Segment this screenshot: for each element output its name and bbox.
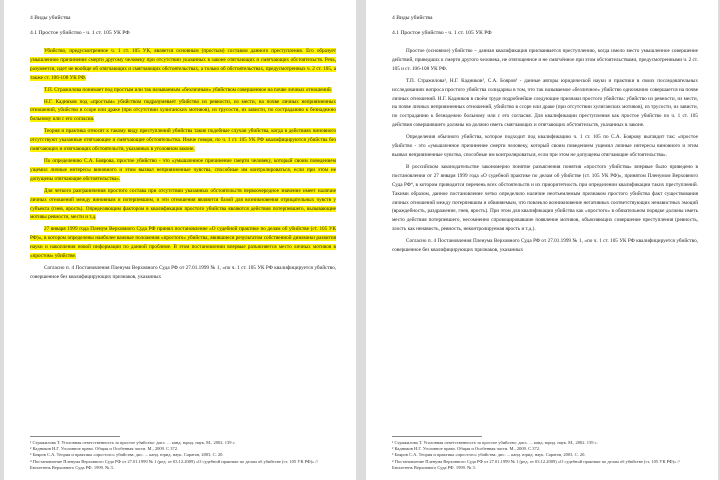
footnote: ² Кадников Н.Г. Уголовное право. Общая и Особенная части. М., 2009. С.372. <box>392 446 541 452</box>
paragraph: Простое (основное) убийство – данная квалификация присваивается преступлению, когда имело место умышленное совершение действий, приведших к смерти другого человека, не отягощенное и не смягчённое при этом обстоятельствами, предусмотренными ч. 2 ст. 105 и ст. 106-108 УК РФ. <box>392 48 698 72</box>
highlighted-text: Н.Г. Кадников под «простым» убийством подразумевает убийство из ревности, из мести, на почве личных неприязненных отношений, убийство в ссоре или драке (при отсутствии хулиганских мотивов), из трусости, из зависти, по состраданию к безнадежно больному или с его согласия. <box>30 98 336 123</box>
section-heading: 4 Виды убийства <box>30 15 71 21</box>
paragraph: Т.П. Стражилова¹, Н.Г. Кадников², С.А. Бояров³ - данные авторы юридической науки и практики в своих последовательных исследованиях вопроса простого убийства солидарны в том, что так называемое «безличное» убийство однозначно совершается на почве личных отношений. Н.Г. Кадников в своём труде подробнейше следующие признаки простого убийства: убийство из ревности, из мести, на почве личных неприязненных отношений, убийство в ссоре или драке (при отсутствии хулиганских мотивов), из трусости, из зависти, по состраданию к безнадежно больному или с его согласия. Для квалификации преступления как простое убийство по ч. 1 ст. 105 действия совершившего должны на должно иметь смягчающих и отягчающих обстоятельств, указанных в законе. <box>392 77 698 129</box>
subsection-heading: 4.1 Простое убийство - ч. 1 ст. 105 УК РФ <box>392 30 492 36</box>
paragraph <box>30 225 336 261</box>
highlighted-text: Т.П. Стражилова понимает под простым или так называемым «безличным» убийством совершенное на почве личных отношений. <box>44 86 333 93</box>
footnote: ⁴ Постановление Пленума Верховного Суда РФ от 27.01.1999 № 1 (ред. от 03.12.2009) «О судебной практике по делам об убийстве (ст. 105 УК РФ)» // Бюллетень Верховного Суда РФ. 1999. № 3. <box>30 458 318 470</box>
paragraph <box>30 47 336 83</box>
paragraph <box>30 86 336 95</box>
footnote: ⁴ Постановление Пленума Верховного Суда РФ от 27.01.1999 № 1 (ред. от 03.12.2009) «О судебной практике по делам об убийстве (ст. 105 УК РФ)» // Бюллетень Верховного Суда РФ. 1999. № 3. <box>392 458 680 470</box>
footnote: ² Кадников Н.Г. Уголовное право. Общая и Особенная части. М., 2009. С.372. <box>30 446 179 452</box>
paragraph <box>30 98 336 125</box>
subsection-heading: 4.1 Простое убийство - ч. 1 ст. 105 УК РФ <box>30 30 130 36</box>
footnote: ³ Бояров С.А. Теория и практика «простого» убийства: дис. ... канд. юрид. наук. Саратов, 2003. С. 20. <box>30 452 224 458</box>
paragraph: В российском законодательстве закономерно понятие разъяснения понятия «простого убийства» впервые было приведено в постановлении от 27 января 1999 года «О судебной практике по делам об убийстве (ст. 105 УК РФ)», принятом Пленумом Верховного Суда РФ⁴, в котором приводится перечень всех обстоятельств и их приоритетность при определении квалификации таких преступлений. Такими образом, данное постановление четко определило наличие неотъемлемым признаком простого убийства факт существования личных отношений между потерпевшим и обвиняемым, что повлекло возникновение негативных соответствующих ненавистных эмоций (враждебность, раздражение, гнев, ярость). При этом для квалификации убийства как «простого» в обязательном порядке должны иметь место действия потерпевшего, несомненно спровоцировавшие появление мотивов, объясняющих совершение преступления (ревность, злость как ненависть, ревность, неконтролируемая ярость и т.д.). <box>392 163 698 233</box>
paragraph <box>30 187 336 223</box>
body-text <box>30 47 336 282</box>
highlighted-text: Для четкого разграничения простого состава при отсутствии указанных обстоятельств первоочередное значение имеет наличие личных отношений между виновным и потерпевшим, и эти отношения являются базой для возникновения отрицательных чувств у субъекта (гнев, ярость). Определяющим фактором в квалификации простого убийства являются действия потерпевшего, вызывающие мотивы ревности, мести и т.д. <box>30 187 336 221</box>
body-text <box>392 47 698 255</box>
paragraph: Определения обычного убийства, которое подходит под квалификацию ч. 1 ст. 105 по С.А. Боярову выглядит так: «простое убийство - это «умышленное причинение смерти человеку, который своим поведением ущемил личные интересы виновного и этим вызвал неприязненные чувства, способные им контролироваться, если при этом не допущены отягчающие обстоятельства». <box>392 134 698 158</box>
footnote-divider <box>392 436 482 437</box>
footnote-divider <box>30 436 120 437</box>
footnote: ¹ Стражилова Т. Уголовная ответственность за простое убийство: дисс. ... канд. юрид. наук. М., 2002. 139 с. <box>392 440 598 445</box>
left-document-page <box>4 0 356 480</box>
paragraph <box>30 264 336 282</box>
section-heading: 4 Виды убийства <box>392 15 433 21</box>
paragraph-text: Согласно п. 4 Постановления Пленума Верховного Суда РФ от 27.01.1999 № 1, «по ч. 1 ст. 105 УК РФ квалифицируется убийство, совершенное без квалифицирующих признаков, указанных <box>30 264 336 280</box>
right-document-page <box>366 0 718 480</box>
highlighted-text: Убийство, предусмотренное ч. 1 ст. 105 УК, является основным (простым) составом данного преступления. Его образует умышленное причинение смерти другому человеку при отсутствии указанных в законе отягчающих и смягчающих обстоятельств. Речь, разумеется, идет не вообще об отягчающих и смягчающих обстоятельствах, а только об обстоятельствах, предусмотренных ч. 2 ст. 105, а также ст. 106-108 УК РФ. <box>30 48 336 81</box>
paragraph <box>30 127 336 154</box>
footnotes <box>392 436 698 471</box>
paragraph <box>30 157 336 184</box>
paragraph: Согласно п. 4 Постановления Пленума Верховного Суда РФ от 27.01.1999 № 1, «по ч. 1 ст. 105 УК РФ квалифицируется убийство, совершенное без квалифицирующих признаков, указанных <box>392 238 698 254</box>
highlighted-text: 27 января 1999 года Пленум Верховного Суда РФ принял постановление «О судебной практике по делам об убийстве (ст. 105 УК РФ)», в котором определены наиболее важные положения «простого» убийства, явившиеся результатом собственной динамики развития науки и накопления новой информации по данной проблеме. В этом постановлении впервые разъясняется место личных мотивов в «простом» убийстве. <box>30 226 336 260</box>
footnote: ¹ Стражилова Т. Уголовная ответственность за простое убийство: дисс. ... канд. юрид. наук. М., 2002. 139 с. <box>30 440 236 445</box>
footnote: ³ Бояров С.А. Теория и практика «простого» убийства: дис. ... канд. юрид. наук. Саратов, 2003. С. 20. <box>392 452 586 458</box>
highlighted-text: Теория и практика относят к такому виду преступлений убийства такие подобные случаи убийства, когда в действиях виновного отсутствуют указанные отягчающие и смягчающие обстоятельства. Иначе говоря, по ч. 1 ст. 105 УК РФ квалифицируются убийства без смягчающих и отягчающих обстоятельств, указанных в уголовном законе. <box>30 128 336 153</box>
footnotes <box>30 436 336 471</box>
highlighted-text: По определению С.А. Боярова, простое убийство - это «умышленное причинение смерти человеку, который своим поведением ущемил личные интересы виновного и этим вызвал неприязненные чувства, способные им контролироваться, если при этом не допущены отягчающие обстоятельства». <box>30 157 336 182</box>
